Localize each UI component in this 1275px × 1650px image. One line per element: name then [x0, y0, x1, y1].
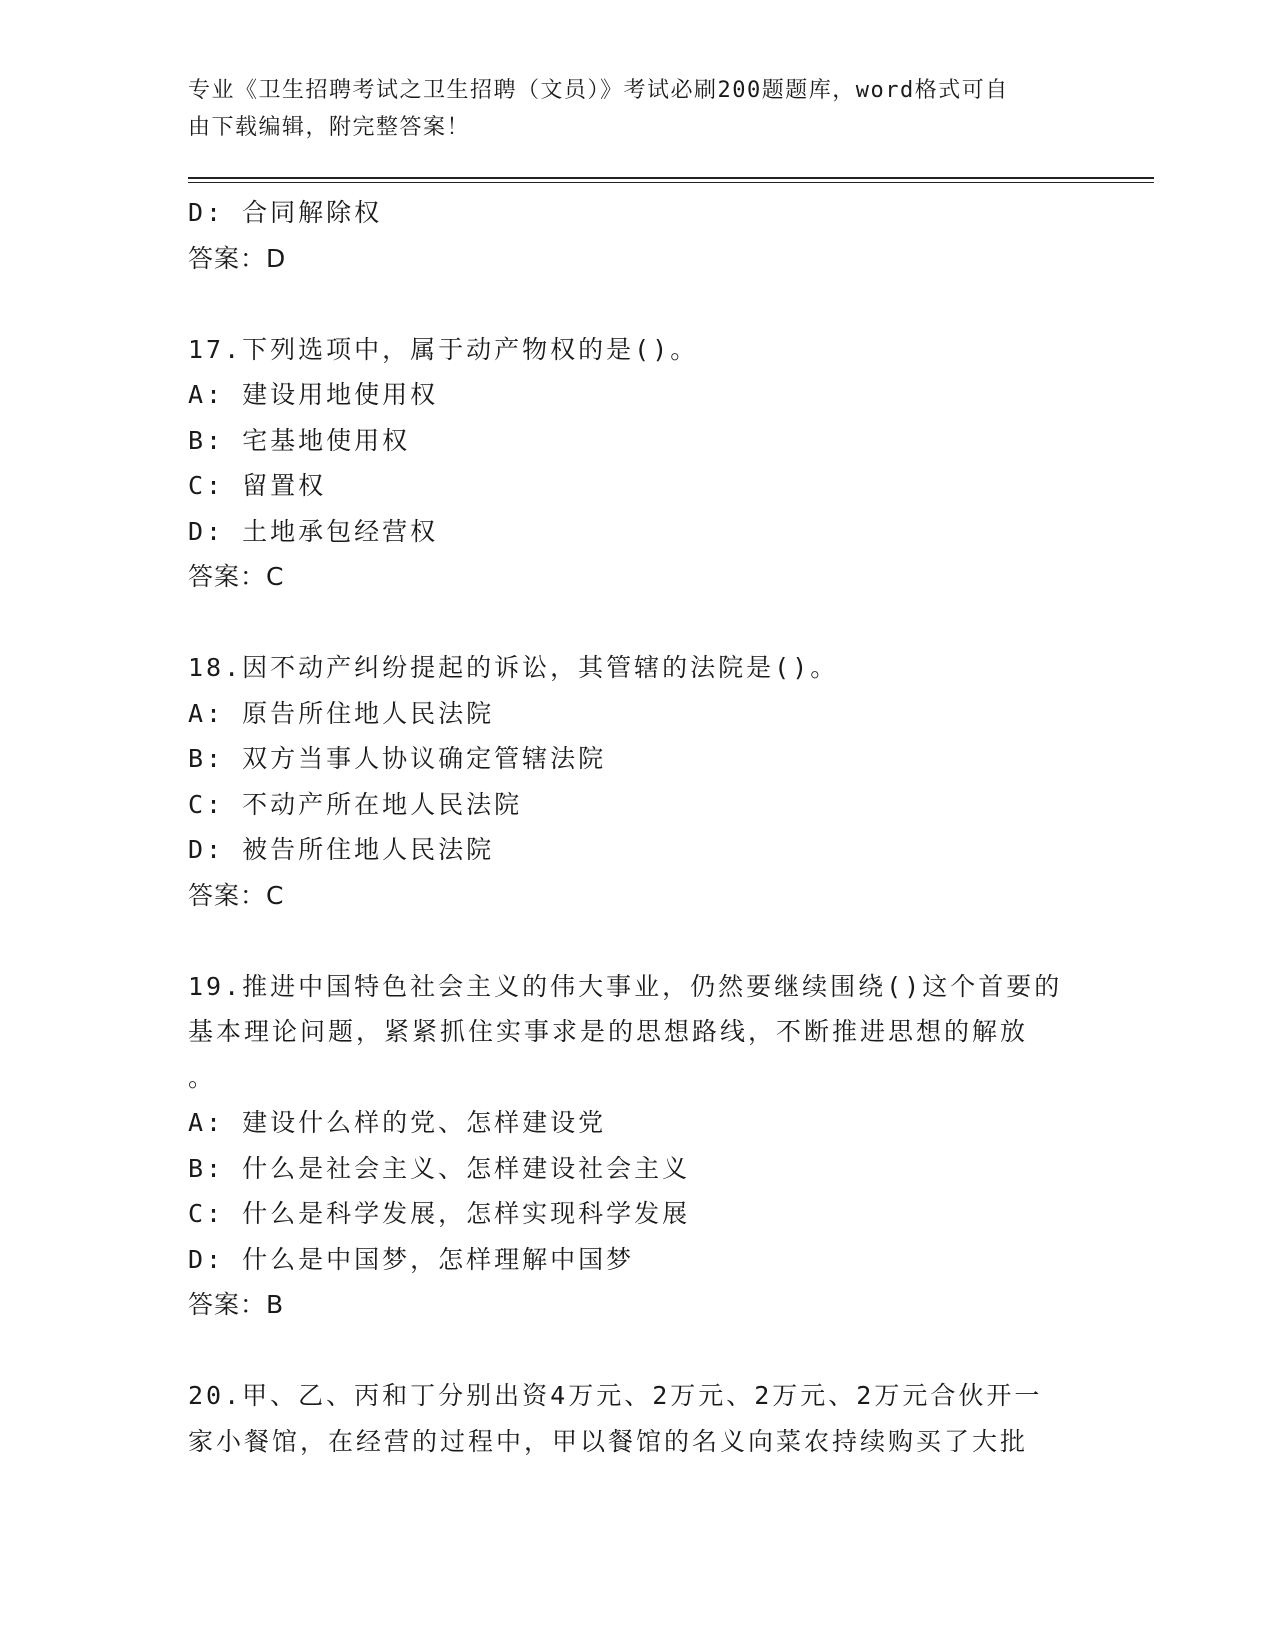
prev-answer: 答案：D — [188, 243, 287, 273]
question-17 — [188, 327, 1088, 600]
option-b: B: 宅基地使用权 — [188, 425, 411, 455]
option-d: D: 什么是中国梦，怎样理解中国梦 — [188, 1244, 635, 1274]
question-stem: 17.下列选项中，属于动产物权的是()。 — [188, 334, 699, 364]
prev-option-d: D: 合同解除权 — [188, 198, 383, 227]
document-header — [188, 72, 1068, 146]
spacer — [188, 918, 1088, 964]
option-c: C: 什么是科学发展，怎样实现科学发展 — [188, 1199, 691, 1228]
option-c: C: 留置权 — [188, 471, 327, 500]
option-c: C: 不动产所在地人民法院 — [188, 789, 523, 819]
option-d: D: 土地承包经营权 — [188, 516, 439, 546]
header-divider-thin — [188, 182, 1154, 183]
answer: 答案：B — [188, 1290, 285, 1319]
option-a: A: 建设什么样的党、怎样建设党 — [188, 1108, 607, 1137]
spacer — [188, 1328, 1088, 1374]
question-18 — [188, 645, 1088, 918]
spacer — [188, 281, 1088, 327]
spacer — [188, 600, 1088, 646]
question-content — [188, 190, 1088, 1464]
question-stem: 18.因不动产纠纷提起的诉讼，其管辖的法院是()。 — [188, 653, 839, 682]
question-stem-line-1: 19.推进中国特色社会主义的伟大事业，仍然要继续围绕()这个首要的 — [188, 971, 1063, 1001]
option-a: A: 原告所住地人民法院 — [188, 698, 495, 728]
option-b: B: 什么是社会主义、怎样建设社会主义 — [188, 1153, 691, 1183]
question-stem-line-2: 家小餐馆，在经营的过程中，甲以餐馆的名义向菜农持续购买了大批 — [188, 1426, 1029, 1456]
answer: 答案：C — [188, 562, 285, 591]
question-stem-line-3: 。 — [188, 1062, 217, 1092]
option-a: A: 建设用地使用权 — [188, 380, 439, 409]
question-stem-line-2: 基本理论问题，紧紧抓住实事求是的思想路线，不断推进思想的解放 — [188, 1017, 1029, 1046]
question-19 — [188, 964, 1088, 1328]
header-divider-thick — [188, 177, 1154, 179]
question-stem-line-1: 20.甲、乙、丙和丁分别出资4万元、2万元、2万元、2万元合伙开一 — [188, 1381, 1043, 1410]
header-line-2: 由下载编辑，附完整答案！ — [188, 115, 471, 140]
answer: 答案：C — [188, 880, 285, 910]
question-20 — [188, 1373, 1088, 1464]
header-line-1: 专业《卫生招聘考试之卫生招聘（文员）》考试必刷200题题库，word格式可自 — [188, 78, 1009, 103]
option-d: D: 被告所住地人民法院 — [188, 835, 495, 864]
option-b: B: 双方当事人协议确定管辖法院 — [188, 744, 607, 773]
